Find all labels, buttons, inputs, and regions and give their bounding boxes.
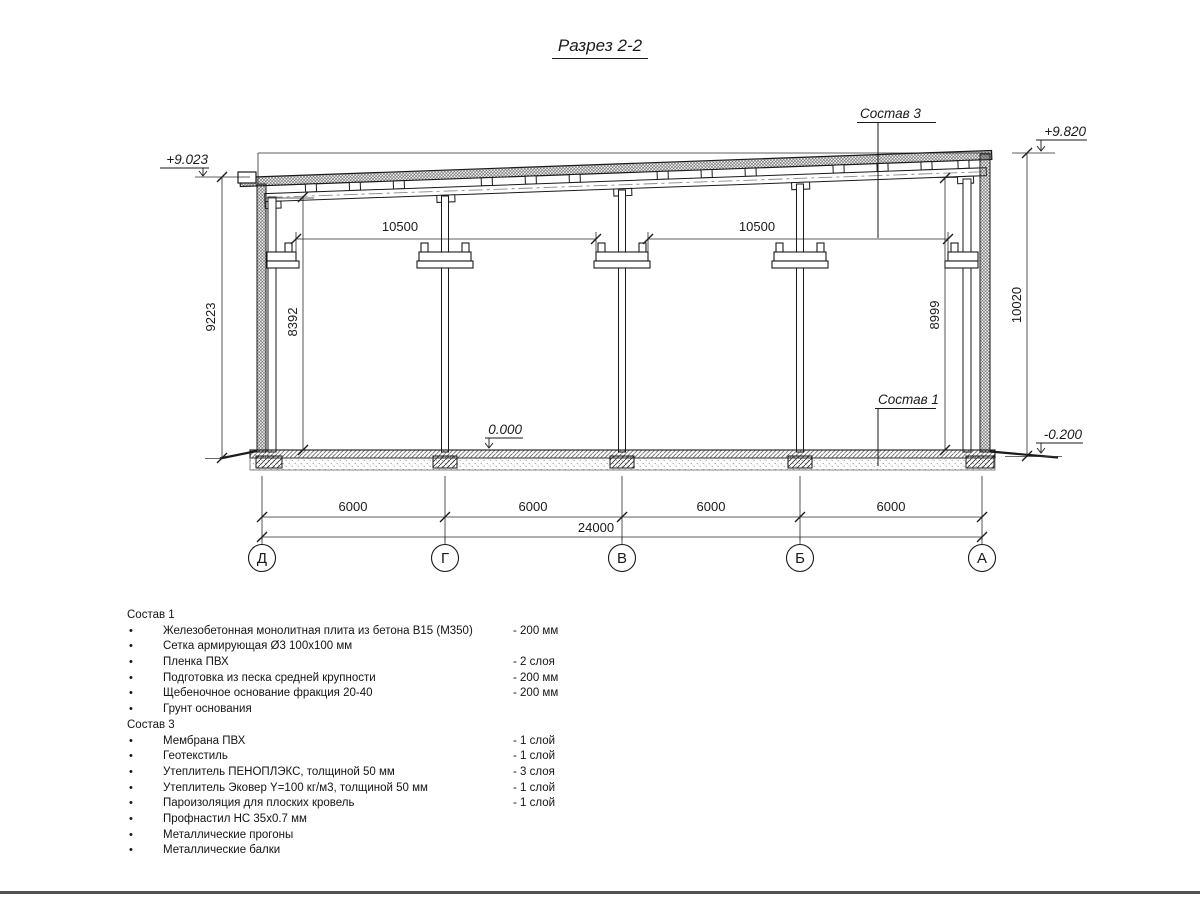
svg-text:+9.023: +9.023 (166, 152, 208, 167)
dim-right-outer: 10020 (1009, 286, 1024, 324)
section-title-text: Разрез 2-2 (552, 36, 648, 59)
left-edge-column (268, 197, 276, 452)
list-item: • Мембрана ПВХ - 1 слой (127, 734, 597, 750)
axis-label-a: А (976, 550, 988, 567)
right-edge-column (963, 179, 971, 452)
elevation-mark-top-left (160, 152, 209, 176)
list-item: • Железобетонная монолитная плита из бетона В15 (М350) - 200 мм (127, 624, 597, 640)
list-item: • Металлические прогоны (127, 828, 597, 844)
roof-parapet-left (238, 172, 256, 183)
elevation-mark-top-right (1012, 124, 1087, 153)
column-v (619, 190, 626, 452)
axis-label-d: Д (256, 550, 268, 567)
list-item: • Щебеночное основание фракция 20-40 - 200 мм (127, 686, 597, 702)
svg-text:Состав 1: Состав 1 (878, 392, 939, 407)
dim-span-left: 10500 (381, 219, 419, 234)
elevation-mark-zero (485, 422, 523, 448)
list-item: • Пленка ПВХ - 2 слоя (127, 655, 597, 671)
dim-left-outer: 9223 (203, 302, 218, 332)
sostav1-title: Состав 1 (127, 609, 175, 621)
dim-total: 24000 (577, 520, 615, 535)
dim-span-right: 10500 (738, 219, 776, 234)
left-wall-panel (257, 184, 266, 452)
list-item: • Подготовка из песка средней крупности - 200 мм (127, 671, 597, 687)
list-item: • Сетка армирующая Ø3 100х100 мм (127, 639, 597, 655)
sostav3-title: Состав 3 (127, 718, 175, 731)
column-b (797, 184, 804, 452)
dim-6000-2: 6000 (518, 499, 548, 514)
axis-label-g: Г (440, 550, 450, 567)
list-item: • Грунт основания (127, 702, 597, 718)
list-item: • Пароизоляция для плоских кровель - 1 слой (127, 796, 597, 812)
list-item: • Утеплитель ПЕНОПЛЭКС, толщиной 50 мм - 3 слоя (127, 765, 597, 781)
svg-text:0.000: 0.000 (488, 422, 522, 437)
elevation-mark-minus (1036, 427, 1083, 453)
roof-assembly (240, 150, 993, 209)
window-bottom-edge (0, 891, 1200, 894)
composition-notes (127, 608, 597, 859)
list-item: • Профнастил НС 35х0.7 мм (127, 812, 597, 828)
dim-6000-3: 6000 (696, 499, 726, 514)
dim-right-inner: 8999 (927, 300, 942, 330)
svg-text:-0.200: -0.200 (1043, 427, 1082, 442)
svg-text:Состав 3: Состав 3 (860, 106, 921, 121)
column-g (442, 196, 449, 452)
right-wall-panel (980, 154, 990, 452)
list-item: • Геотекстиль - 1 слой (127, 749, 597, 765)
list-item: • Утеплитель Эковер Y=100 кг/м3, толщиной 50 мм - 1 слой (127, 781, 597, 797)
axis-label-b: Б (795, 550, 805, 567)
axis-label-v: В (616, 550, 628, 567)
svg-text:+9.820: +9.820 (1044, 124, 1086, 139)
dim-6000-4: 6000 (876, 499, 906, 514)
list-item: • Металлические балки (127, 843, 597, 859)
axis-bubbles (249, 537, 996, 572)
dim-left-inner: 8392 (285, 307, 300, 337)
dim-6000-1: 6000 (338, 499, 368, 514)
